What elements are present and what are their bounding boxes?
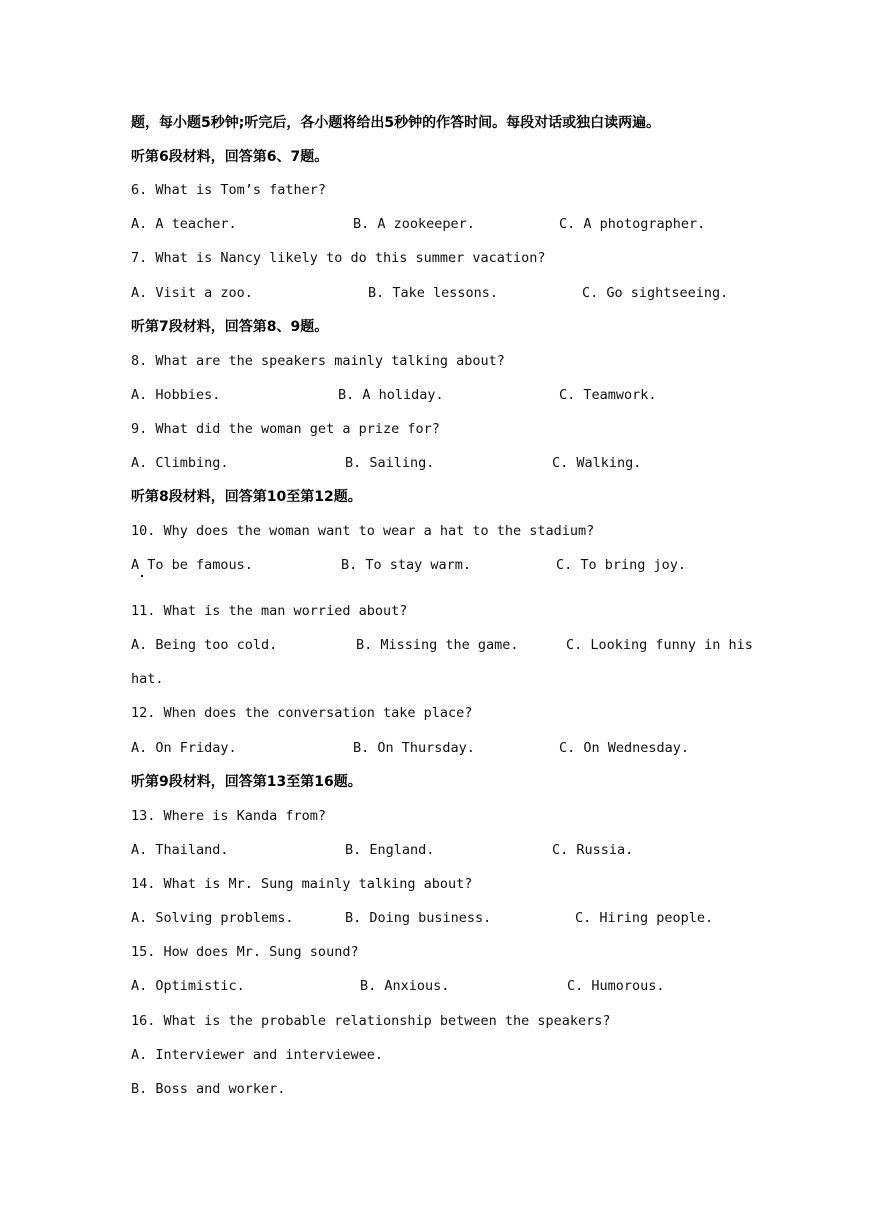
option-a: A To be famous. [131,557,253,573]
question-stem: 11. What is the man worried about? [131,603,408,619]
option-c: C. Hiring people. [575,910,714,926]
section-heading: 听第7段材料，回答第8、9题。 [131,319,329,335]
section-heading: 听第8段材料，回答第10至第12题。 [131,489,362,505]
option-b: B. A zookeeper. [353,216,475,232]
option-b: B. Anxious. [360,978,450,994]
option-b: B. Missing the game. [356,637,519,653]
option-b: B. Doing business. [345,910,492,926]
option-b: B. England. [345,842,435,858]
option-continuation: hat. [131,671,164,687]
section-heading: 听第6段材料，回答第6、7题。 [131,149,329,165]
option-c: C. Looking funny in his [566,637,753,653]
question-stem: 15. How does Mr. Sung sound? [131,944,359,960]
question-stem: 14. What is Mr. Sung mainly talking about? [131,876,473,892]
option-a: A. Visit a zoo. [131,285,253,301]
option-c: C. On Wednesday. [559,740,690,756]
option-a: A. On Friday. [131,740,237,756]
option-c: C. Teamwork. [559,387,657,403]
option-c: C. Russia. [552,842,634,858]
option-b: B. Take lessons. [368,285,499,301]
stray-dot [141,575,143,577]
option-b: B. Boss and worker. [131,1081,286,1097]
option-b: B. To stay warm. [341,557,472,573]
option-c: C. Go sightseeing. [582,285,729,301]
option-a: A. Optimistic. [131,978,245,994]
option-a: A. Hobbies. [131,387,221,403]
question-stem: 8. What are the speakers mainly talking about? [131,353,505,369]
option-a: A. Climbing. [131,455,229,471]
option-a: A. Interviewer and interviewee. [131,1047,383,1063]
option-a: A. Being too cold. [131,637,278,653]
question-stem: 7. What is Nancy likely to do this summer vacation? [131,250,546,266]
question-stem: 9. What did the woman get a prize for? [131,421,440,437]
option-b: B. On Thursday. [353,740,475,756]
section-heading: 听第9段材料，回答第13至第16题。 [131,774,362,790]
question-stem: 6. What is Tom’s father? [131,182,327,198]
option-c: C. To bring joy. [556,557,687,573]
question-stem: 16. What is the probable relationship between the speakers? [131,1013,611,1029]
option-c: C. Walking. [552,455,642,471]
question-stem: 13. Where is Kanda from? [131,808,327,824]
instruction-note: 题，每小题5秒钟;听完后，各小题将给出5秒钟的作答时间。每段对话或独白读两遍。 [131,115,661,131]
question-stem: 12. When does the conversation take place? [131,705,473,721]
option-b: B. Sailing. [345,455,435,471]
option-b: B. A holiday. [338,387,444,403]
option-c: C. A photographer. [559,216,706,232]
question-stem: 10. Why does the woman want to wear a hat to the stadium? [131,523,595,539]
option-a: A. Solving problems. [131,910,294,926]
option-c: C. Humorous. [567,978,665,994]
option-a: A. A teacher. [131,216,237,232]
option-a: A. Thailand. [131,842,229,858]
